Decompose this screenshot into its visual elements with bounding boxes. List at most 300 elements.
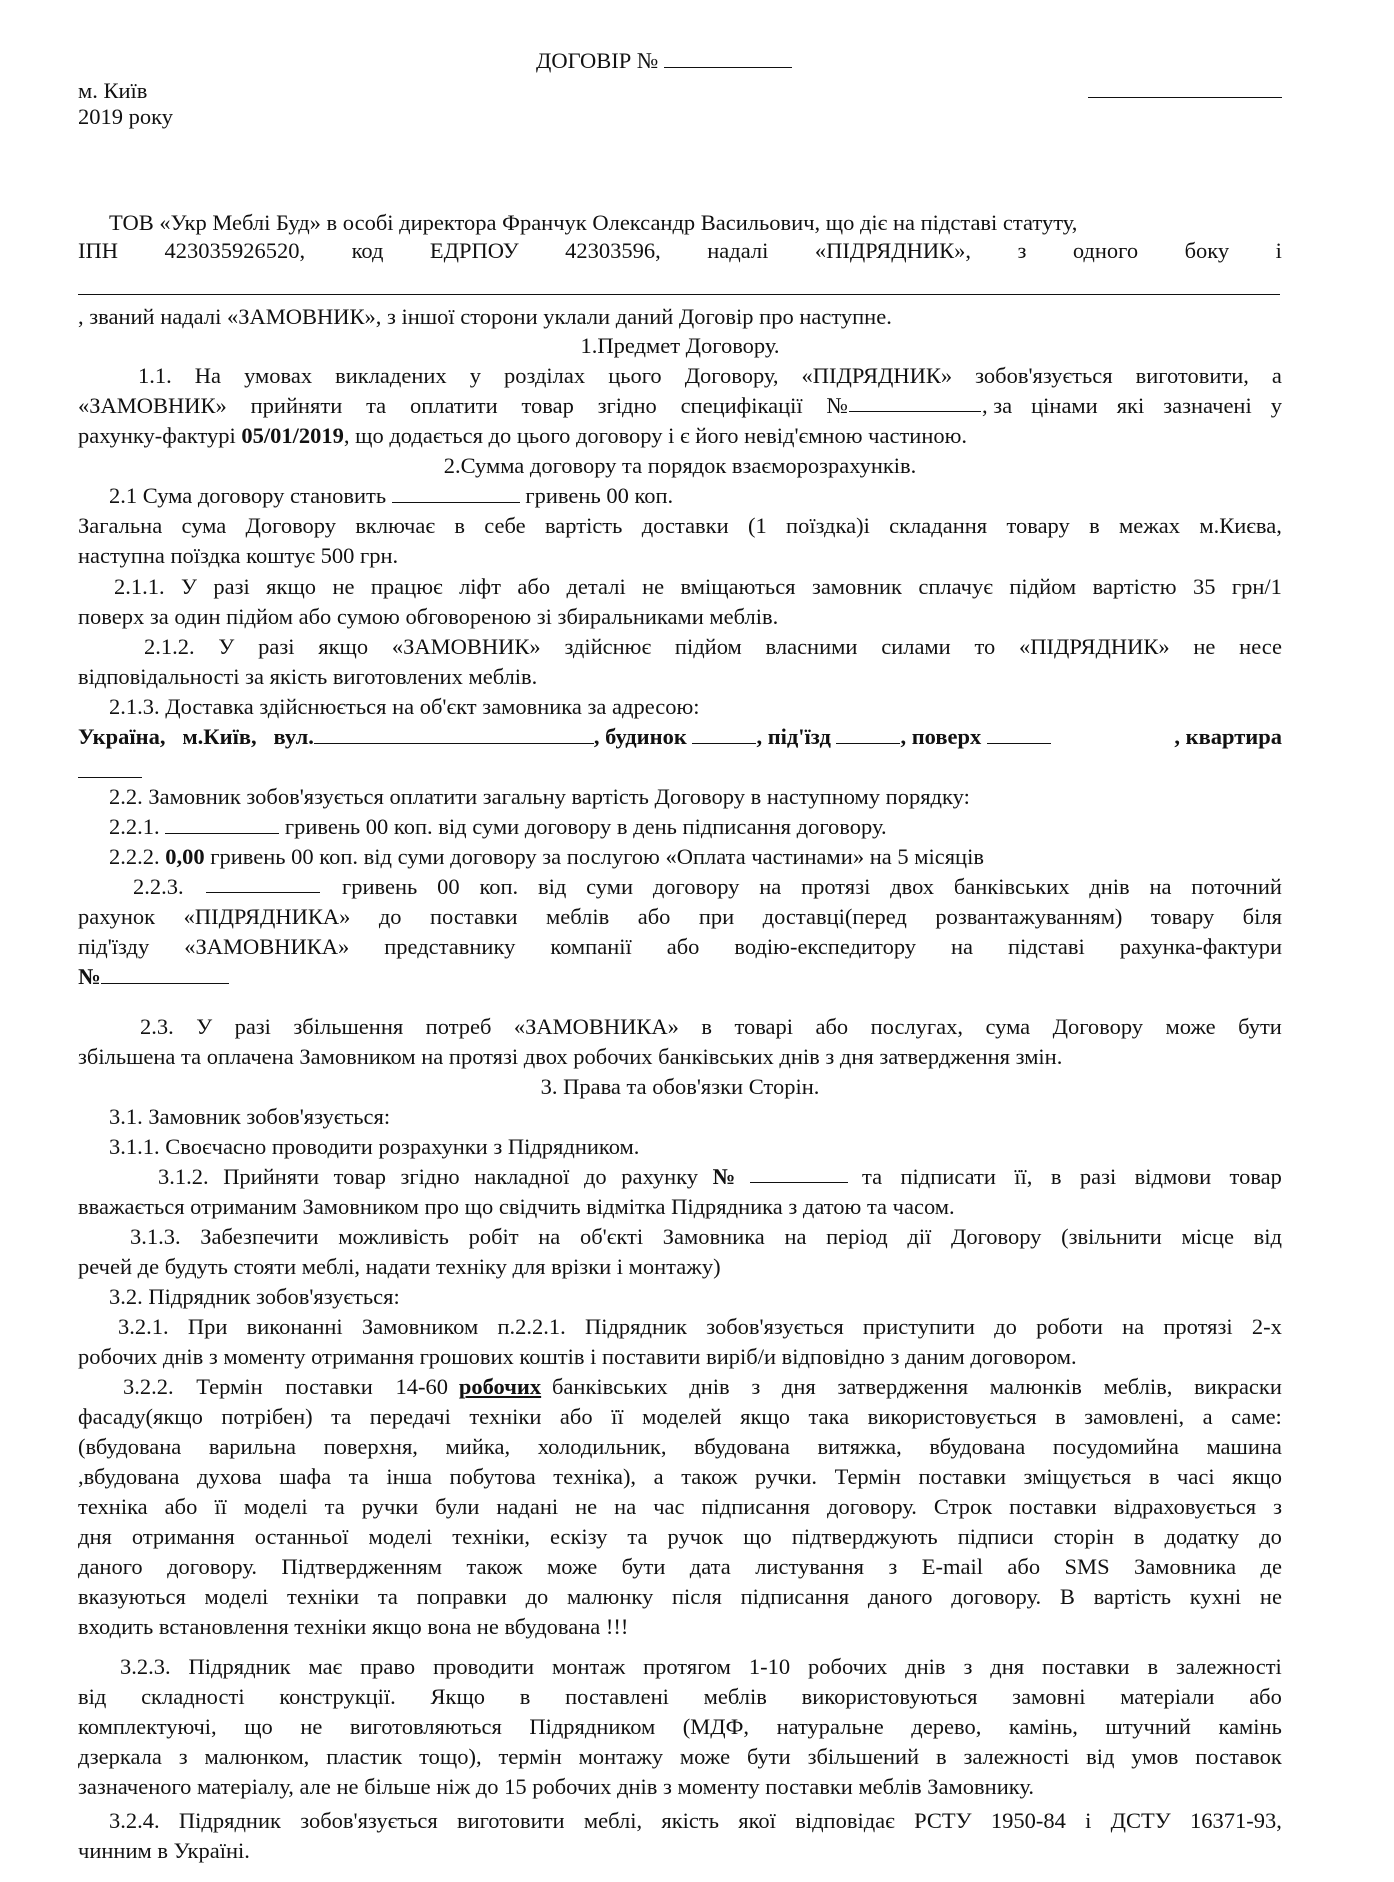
word: або (164, 1494, 198, 1519)
word: послугах, (870, 1014, 964, 1039)
word: даного (867, 1584, 933, 1609)
word: Замовника (1134, 1554, 1237, 1579)
word: місце (1181, 1224, 1234, 1249)
word: в (1050, 1164, 1062, 1189)
word: зобов'язується (706, 1314, 844, 1339)
word: договору. (951, 1584, 1042, 1609)
word: п.2.2.1. (497, 1314, 566, 1339)
word: якщо (266, 574, 317, 599)
word: або (666, 934, 700, 959)
word: її, (1014, 1164, 1033, 1189)
word: Підрядником (529, 1714, 656, 1739)
s2-2-3-line-1: 2.2.3. гривень 00 коп. від суми договору на протязі двох банківських днів на поточний (133, 874, 1282, 902)
word: підставі (1008, 934, 1085, 959)
word: 2.1.1. (114, 574, 165, 599)
s2-total-line-1 (78, 513, 1282, 541)
word: меблів (546, 904, 610, 929)
word: зміщується (1023, 1464, 1132, 1489)
word: «ПІДРЯДНИКА» (183, 904, 351, 929)
word: моделі (368, 1524, 433, 1549)
word: розвантажуванням) (935, 904, 1123, 929)
word: товар (1229, 1164, 1282, 1189)
word: додатку (1164, 1524, 1240, 1549)
word: та (861, 1164, 883, 1189)
word: пластик (326, 1744, 403, 1769)
s3-2-3-line-4 (78, 1744, 1282, 1772)
contract-number-blank (664, 49, 792, 68)
s2-3-line-1 (140, 1014, 1282, 1042)
word: використовується (867, 1404, 1037, 1429)
word: Договору (1052, 1014, 1144, 1039)
word: водію-експедитору (734, 934, 917, 959)
s2-2-3-line-4: № (78, 964, 1282, 992)
word: 423035926520, (164, 238, 306, 263)
word: ДСТУ (1110, 1808, 1171, 1833)
word: залежності (963, 1744, 1070, 1769)
word: а (1202, 1404, 1213, 1429)
word: виготовити (456, 1808, 565, 1833)
s2-2-1: 2.2.1. гривень 00 коп. від суми договору в день підписання договору. (109, 814, 887, 839)
word: викраски (1194, 1374, 1282, 1399)
payment-1-blank (165, 815, 279, 834)
word: моделі (243, 1494, 308, 1519)
word: 2-х (1251, 1314, 1282, 1339)
word: дзеркала (78, 1744, 162, 1769)
s2-2: 2.2. Замовник зобов'язується оплатити загальну вартість Договору в наступному порядку: (109, 784, 970, 809)
word: термін (498, 1744, 562, 1769)
word: вартість (544, 513, 623, 538)
word: якщо (740, 1404, 790, 1429)
word: не (300, 1714, 323, 1739)
word: збільшення (293, 1014, 404, 1039)
word: суми (586, 874, 634, 899)
word: період (826, 1224, 888, 1249)
s2-2-3-line-2 (78, 904, 1282, 932)
word: якщо (318, 634, 369, 659)
word: разі (1079, 1164, 1117, 1189)
word: від (78, 1684, 107, 1709)
installment-amount: 0,00 (165, 844, 205, 869)
word: даного (78, 1554, 143, 1579)
word: не (575, 1494, 598, 1519)
word: а (1271, 363, 1282, 388)
payment-3-blank (206, 874, 320, 893)
word: можливість (338, 1224, 449, 1249)
word: посудомийна (1052, 1434, 1179, 1459)
word: замовлені, (1084, 1404, 1185, 1429)
word: кухні (1189, 1584, 1242, 1609)
word: конструкції. (279, 1684, 396, 1709)
word: якої (738, 1808, 776, 1833)
date-blank (1088, 97, 1282, 98)
word: у (1270, 393, 1282, 418)
s2-3-line-2: збільшена та оплачена Замовником на протязі двох робочих банківських днів з дня затвердження змін. (78, 1044, 1063, 1069)
word: поправки (416, 1584, 507, 1609)
year: 2019 року (78, 104, 173, 129)
word: підписи (957, 1524, 1034, 1549)
word: до (378, 904, 402, 929)
word: з (888, 1554, 898, 1579)
word: вартість (1093, 1584, 1172, 1609)
word: умовах (244, 363, 313, 388)
word: згідно (597, 393, 657, 418)
word: 16371-93, (1189, 1808, 1282, 1833)
word: зобов'язується (300, 1808, 438, 1833)
word: 3.1.2. (158, 1164, 209, 1189)
word: з (1273, 1494, 1282, 1519)
word: сторін (1053, 1524, 1114, 1549)
word: Підрядник (584, 1314, 687, 1339)
s2-2-2: 2.2.2. 0,00 гривень 00 коп. від суми договору за послугою «Оплата частинами» на 5 місяців (109, 844, 984, 869)
contract-title: ДОГОВІР № (536, 48, 836, 76)
word: ручок (667, 1524, 724, 1549)
section-2-heading: 2.Сумма договору та порядок взаєморозрахунків. (443, 453, 917, 478)
word: робочих (808, 1654, 888, 1679)
s3-1-2-line-1: 3.1.2. Прийняти товар згідно накладної до рахунку № та підписати її, в разі відмови товар (158, 1164, 1282, 1192)
word: роботи (1036, 1314, 1103, 1339)
word: шафа (279, 1464, 332, 1489)
word: в (701, 1014, 712, 1039)
word: Загальна (78, 513, 163, 538)
word: в (935, 1744, 947, 1769)
word: то (974, 634, 996, 659)
word: днів (1089, 874, 1130, 899)
word: Договору (245, 513, 336, 538)
word: також (681, 1464, 738, 1489)
word: Прийняти (223, 1164, 320, 1189)
word: така (808, 1404, 850, 1429)
word: умов (1131, 1744, 1179, 1769)
word: об'єкті (579, 1224, 644, 1249)
word: в (454, 513, 465, 538)
word: моделі (204, 1584, 269, 1609)
word: поточний (1191, 874, 1282, 899)
word: 3.2.3. (120, 1654, 171, 1679)
word: накладної (474, 1164, 570, 1189)
word: РСТУ (914, 1808, 972, 1833)
word: 14-60 (395, 1374, 448, 1399)
word: поставки (430, 904, 518, 929)
word: представнику (384, 934, 516, 959)
word: має (308, 1654, 343, 1679)
s3-1-1: 3.1.1. Своєчасно проводити розрахунки з Підрядником. (109, 1134, 640, 1159)
word: 1.1. (138, 363, 172, 388)
word: дії (907, 1224, 932, 1249)
word: залежності (1176, 1654, 1282, 1679)
word: до (1259, 1524, 1282, 1549)
word: камінь (1218, 1714, 1282, 1739)
word: до (583, 1164, 607, 1189)
s3-2-2-line-8 (78, 1584, 1282, 1612)
word: відмови (1134, 1164, 1212, 1189)
s3-2-4-line-2: чинним в Україні. (78, 1838, 250, 1863)
word: На (194, 363, 222, 388)
word: В (1059, 1584, 1075, 1609)
s2-total-line-2: наступна поїздка коштує 500 грн. (78, 543, 399, 568)
word: вартістю (1092, 574, 1177, 599)
word: 1-10 (748, 1654, 791, 1679)
word: передачі (369, 1404, 451, 1429)
word: 2.3. (140, 1014, 174, 1039)
street-blank (314, 725, 594, 744)
word: складності (141, 1684, 245, 1709)
word: № (826, 393, 848, 418)
floor-blank (987, 725, 1051, 744)
word: товарі (734, 1014, 794, 1039)
word: протязі (801, 874, 871, 899)
word: або (1249, 1684, 1282, 1709)
word: ескізу (549, 1524, 608, 1549)
word: У (181, 574, 197, 599)
word: специфікації (680, 393, 803, 418)
word: ручки (361, 1494, 419, 1519)
word: здійснює (564, 634, 652, 659)
s3-1: 3.1. Замовник зобов'язується: (109, 1104, 391, 1129)
word: Замовником (361, 1314, 479, 1339)
word: , за (982, 393, 1013, 418)
word: збільшений (807, 1744, 920, 1769)
word: дня (781, 1374, 816, 1399)
word: монтаж (551, 1654, 626, 1679)
word: межах (1119, 513, 1181, 538)
word: протягом (643, 1654, 731, 1679)
word: включає (355, 513, 436, 538)
word: рахунка-фактури (1119, 934, 1282, 959)
word: виготовити, (1135, 363, 1249, 388)
word: потреб (425, 1014, 492, 1039)
word: надані (496, 1494, 559, 1519)
s3-2: 3.2. Підрядник зобов'язується: (109, 1284, 400, 1309)
word: не (1193, 634, 1216, 659)
word: на (1149, 874, 1172, 899)
word: товару (1150, 904, 1215, 929)
word: компанії (550, 934, 632, 959)
word: від (1253, 1224, 1282, 1249)
word: гривень (342, 874, 418, 899)
s1-line-3: рахунку-фактурі 05/01/2019, що додається до цього договору і є його невід'ємною частиною. (78, 423, 968, 448)
word: були (435, 1494, 480, 1519)
s2-1-1-line-1 (114, 574, 1282, 602)
s3-2-2-line-9: входить встановлення техніки якщо вона не вбудована !!! (78, 1614, 629, 1639)
word: складання (889, 513, 988, 538)
word: або (1007, 1554, 1041, 1579)
word: виготовляються (349, 1714, 502, 1739)
word: виконанні (246, 1314, 343, 1339)
s3-1-2-line-2: вважається отриманим Замовником про що свідчить відмітка Підрядника з датою та часом. (78, 1194, 955, 1219)
word: на (951, 934, 974, 959)
word: грн/1 (1231, 574, 1282, 599)
city: м. Київ (78, 78, 148, 103)
word: камінь, (1008, 1714, 1078, 1739)
word: вбудована (694, 1434, 790, 1459)
word: в (1147, 1654, 1159, 1679)
word: з (963, 1654, 973, 1679)
word: не (332, 574, 355, 599)
word: разі (213, 574, 250, 599)
word: в (1148, 1464, 1160, 1489)
word: малюнків (989, 1374, 1082, 1399)
word: (звільнити (1061, 1224, 1162, 1249)
word: якість (661, 1808, 719, 1833)
word: з (1017, 238, 1027, 263)
word: У (196, 1014, 213, 1039)
word: двох (890, 874, 935, 899)
word: «ПІДРЯДНИК», (814, 238, 971, 263)
s3-2-2-line-3 (78, 1434, 1282, 1462)
word: разі (258, 634, 295, 659)
word: отримання (131, 1524, 235, 1549)
word: силами (881, 634, 951, 659)
word: якщо (1232, 1464, 1282, 1489)
section-1-heading: 1.Предмет Договору. (580, 333, 780, 358)
word: боку (1184, 238, 1230, 263)
word: не (1259, 1584, 1282, 1609)
word: «ЗАМОВНИКА» (184, 934, 350, 959)
word: дня (990, 1654, 1025, 1679)
s3-1-3-line-2: речей де будуть стояти меблі, надати техніку для врізки і монтажу) (78, 1254, 721, 1279)
word: матеріали (1120, 1684, 1215, 1709)
word: 2.1.2. (144, 634, 195, 659)
word: замовні (1012, 1684, 1086, 1709)
word: поставки (918, 1464, 1006, 1489)
s2-1-3: 2.1.3. Доставка здійснюється на об'єкт замовника за адресою: (109, 694, 700, 719)
word: та (377, 1584, 398, 1609)
word: надалі (707, 238, 769, 263)
s3-2-1-line-1 (118, 1314, 1282, 1342)
word: поставки (1009, 1494, 1097, 1519)
word: 3.2.2. (123, 1374, 174, 1399)
word: інша (386, 1464, 432, 1489)
word: Термін (834, 1464, 901, 1489)
word: договору (652, 874, 740, 899)
word: або (517, 574, 551, 599)
word: і (1275, 238, 1282, 263)
word: від (537, 874, 567, 899)
word: днів (905, 1654, 946, 1679)
word: зазначені (1163, 393, 1252, 418)
word: поставлені (565, 1684, 669, 1709)
word: підйом (1009, 574, 1077, 599)
word: у (469, 363, 481, 388)
specification-number-blank (849, 393, 981, 412)
word: останньої (254, 1524, 349, 1549)
word: до (525, 1584, 549, 1609)
word: (1 (747, 513, 767, 538)
word: коп. (479, 874, 519, 899)
word: оплатити (409, 393, 498, 418)
word: 3.2.1. (118, 1314, 169, 1339)
word: У (218, 634, 235, 659)
word: часі (1177, 1464, 1215, 1489)
word: тощо), (419, 1744, 482, 1769)
word: Підтвердженням (281, 1554, 443, 1579)
word: варильна (208, 1434, 297, 1459)
word: «ЗАМОВНИКА» (513, 1014, 679, 1039)
word: При (187, 1314, 228, 1339)
word: рахунку (621, 1164, 698, 1189)
word: або (559, 1404, 593, 1429)
word: потрібен) (221, 1404, 313, 1429)
s3-2-2-line-7 (78, 1554, 1282, 1582)
customer-name-blank (78, 294, 1280, 295)
word: 35 (1192, 574, 1216, 599)
working-days-emphasis: робочих (458, 1374, 542, 1399)
word: 3.1.3. (130, 1224, 181, 1249)
section-3-heading: 3. Права та обов'язки Сторін. (540, 1074, 820, 1099)
word: холодильник, (537, 1434, 667, 1459)
word: Договору, (684, 363, 779, 388)
word: (МДФ, (682, 1714, 750, 1739)
word: витяжка, (817, 1434, 902, 1459)
word: сплачує (918, 574, 993, 599)
word: та (627, 1524, 648, 1549)
word: і (1085, 1808, 1092, 1833)
word: на (759, 874, 782, 899)
parties-line-1: ТОВ «Укр Меблі Буд» в особі директора Франчук Олександр Васильович, що діє на підставі статуту, (109, 210, 1078, 235)
word: що (743, 1524, 772, 1549)
word: сума (985, 1014, 1031, 1039)
word: приступити (862, 1314, 975, 1339)
word: відповідає (795, 1808, 895, 1833)
word: натуральне (776, 1714, 884, 1739)
word: підписання (701, 1494, 810, 1519)
s3-2-2-line-5 (78, 1494, 1282, 1522)
word: товару (1006, 513, 1070, 538)
word: меблі, (583, 1808, 643, 1833)
word: цього (608, 363, 662, 388)
word: днів (689, 1374, 730, 1399)
invoice-number-blank-2 (750, 1164, 848, 1183)
word: 1950-84 (990, 1808, 1066, 1833)
word: прийняти (250, 393, 343, 418)
word: техніки, (452, 1524, 530, 1549)
word: може (547, 1554, 598, 1579)
word: підтверджують (791, 1524, 938, 1549)
s3-2-2-line-6 (78, 1524, 1282, 1552)
word: вміщаються (680, 574, 796, 599)
word: дерево, (911, 1714, 982, 1739)
word: техніка), (553, 1464, 637, 1489)
word: на (614, 1494, 637, 1519)
word: викладених (335, 363, 447, 388)
parties-line-2 (78, 238, 1282, 266)
word: працює (370, 574, 443, 599)
word: техніки (469, 1404, 542, 1429)
word: (вбудована (78, 1434, 182, 1459)
word: дата (689, 1554, 731, 1579)
word: меблів, (1103, 1374, 1173, 1399)
word: техніка (78, 1494, 148, 1519)
word: ручки. (754, 1464, 817, 1489)
word: та (366, 393, 387, 418)
word: згідно (400, 1164, 460, 1189)
word: від (1086, 1744, 1115, 1769)
word: або (815, 1014, 849, 1039)
word: проводити (433, 1654, 535, 1679)
word: мийка, (445, 1434, 511, 1459)
house-blank (692, 725, 756, 744)
entrance-blank (836, 725, 900, 744)
word: разі (234, 1014, 271, 1039)
s1-line-2 (78, 393, 1282, 421)
s3-2-2-line-2 (78, 1404, 1282, 1432)
word: не (642, 574, 665, 599)
word: саме: (1231, 1404, 1282, 1429)
word: замовник (811, 574, 902, 599)
parties-line-3: , званий надалі «ЗАМОВНИК», з іншої сторони уклали даний Договір про наступне. (78, 304, 892, 329)
word: машина (1206, 1434, 1282, 1459)
invoice-date: 05/01/2019 (241, 423, 344, 448)
